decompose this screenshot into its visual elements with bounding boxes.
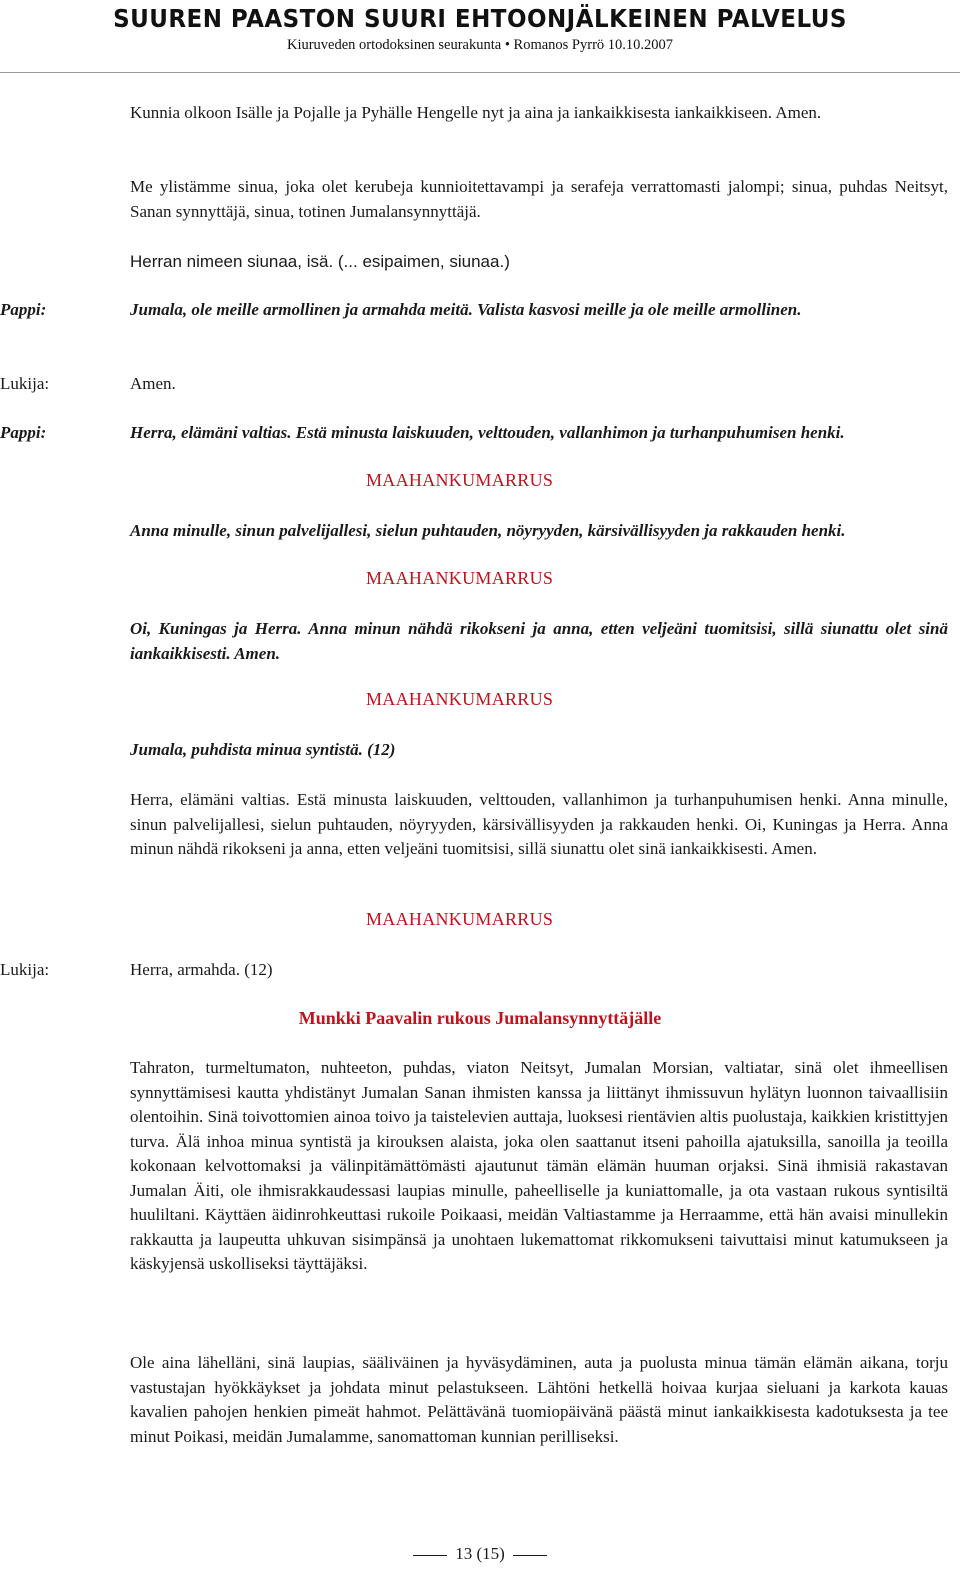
page-footer: [0, 1544, 960, 1564]
speaker-lukija-1: Lukija:: [0, 374, 50, 393]
prayer-efrem-part-1: Herra, elämäni valtias. Estä minusta laiskuuden, velttouden, vallanhimon ja turhanpuhumisen henki.: [130, 423, 845, 442]
blessing-request: Herran nimeen siunaa, isä. (... esipaimen, siunaa.): [130, 252, 510, 271]
prayer-paavali-part-1: Tahraton, turmeltumaton, nuhteeton, puhdas, viaton Neitsyt, Jumalan Morsian, valtiatar, sinä olet ihmeellisen synnyttämisesi kautta yhdistänyt Jumalan Sanan ihmisten kanssa ja liittänyt ihmissuvun hylätyn luonnon taivaallisiin olentoihin. Sinä toivottomien ainoa toivo ja taistelevien auttaja, luoksesi rientävien altis puolustaja, kaikkien kristittyjen turva. Älä inhoa minua syntistä ja kirouksen alaista, joka olen saattanut itseni pahoilla ajatuksilla, sanoilla ja teoilla kokonaan kelvottomaksi ja välinpitämättömästi ajautunut tämän elämän huuman orjaksi. Sinä ihmisiä rakastavan Jumalan Äiti, ole ihmisrakkaudessasi laupias minulle, paheelliselle ja kuniattomalle, ja ota vastaan rukous syntisiltä huuliltani. Käyttäen äidinrohkeuttasi rukoile Poikaasi, meidän Valtiastamme ja Herraamme, että hän avaisi minullekin rakkautta ja laupeutta uhkuvan sisimpänsä ja unohtaen lukemattomat rikkomukseni taivuttaisi minut katumukseen ja käskyjensä uskolliseksi täyttäjäksi.: [130, 1058, 948, 1273]
amen-response: Amen.: [130, 374, 176, 393]
prayer-efrem-full: Herra, elämäni valtias. Estä minusta laiskuuden, velttouden, vallanhimon ja turhanpuhumisen henki. Anna minulle, sinun palvelijallesi, sielun puhtauden, nöyryyden, kärsivällisyyden ja rakkauden henki. Oi, Kuningas ja Herra. Anna minun nähdä rikokseni ja anna, etten veljeäni tuomitsisi, sillä siunattu olet sinä iankaikkisesti. Amen.: [130, 790, 948, 858]
herra-armahda: Herra, armahda. (12): [130, 960, 273, 979]
prayer-jumala-armollinen: Jumala, ole meille armollinen ja armahda meitä. Valista kasvosi meille ja ole meille armollinen.: [130, 300, 802, 319]
prostration-rubric-2: MAAHANKUMARRUS: [366, 568, 554, 588]
prostration-rubric-4: MAAHANKUMARRUS: [366, 909, 554, 929]
document-subtitle: Kiuruveden ortodoksinen seurakunta • Romanos Pyrrö 10.10.2007: [286, 37, 674, 53]
doxology-text: Kunnia olkoon Isälle ja Pojalle ja Pyhälle Hengelle nyt ja aina ja iankaikkisesta iankaikkiseen. Amen.: [130, 103, 822, 122]
page-number: 13 (15): [455, 1544, 505, 1563]
prayer-paavali-part-2: Ole aina lähelläni, sinä laupias, sääliväinen ja hyväsydäminen, auta ja puolusta minua tämän elämän aikana, torju vastustajan hyökkäykset ja johdata minut pelastukseen. Lähtöni hetkellä hoivaa kurjaa sieluani ja karkota kauas kavalien pahojen henkien pimeät hahmot. Pelättävänä tuomiopäivänä päästä minut iankaikkisesta kadotuksesta ja tee minut Poikasi, meidän Jumalamme, sanomattoman kunnian perilliseksi.: [130, 1353, 948, 1446]
theotokion-text: Me ylistämme sinua, joka olet kerubeja kunnioitettavampi ja serafeja verrattomasti jalompi; sinua, puhdas Neitsyt, Sanan synnyttäjä, sinua, totinen Jumalansynnyttäjä.: [130, 177, 948, 221]
speaker-pappi-2: Pappi:: [0, 423, 47, 442]
prostration-rubric-1: MAAHANKUMARRUS: [366, 470, 554, 490]
prayer-efrem-part-3: Oi, Kuningas ja Herra. Anna minun nähdä rikokseni ja anna, etten veljeäni tuomitsisi, sillä siunattu olet sinä iankaikkisesti. Amen.: [130, 619, 948, 663]
prostration-rubric-3: MAAHANKUMARRUS: [366, 689, 554, 709]
prayer-puhdista-minua: Jumala, puhdista minua syntistä. (12): [130, 740, 396, 759]
footer-dash-left: [413, 1555, 447, 1556]
section-heading: Munkki Paavalin rukous Jumalansynnyttäjälle: [298, 1008, 662, 1028]
header-divider: [0, 72, 960, 73]
speaker-pappi-1: Pappi:: [0, 300, 47, 319]
footer-dash-right: [513, 1555, 547, 1556]
document-title: SUUREN PAASTON SUURI EHTOONJÄLKEINEN PALVELUS: [113, 4, 847, 33]
page-header: [0, 0, 960, 74]
prayer-efrem-part-2: Anna minulle, sinun palvelijallesi, sielun puhtauden, nöyryyden, kärsivällisyyden ja rakkauden henki.: [130, 521, 846, 540]
speaker-lukija-2: Lukija:: [0, 960, 50, 979]
